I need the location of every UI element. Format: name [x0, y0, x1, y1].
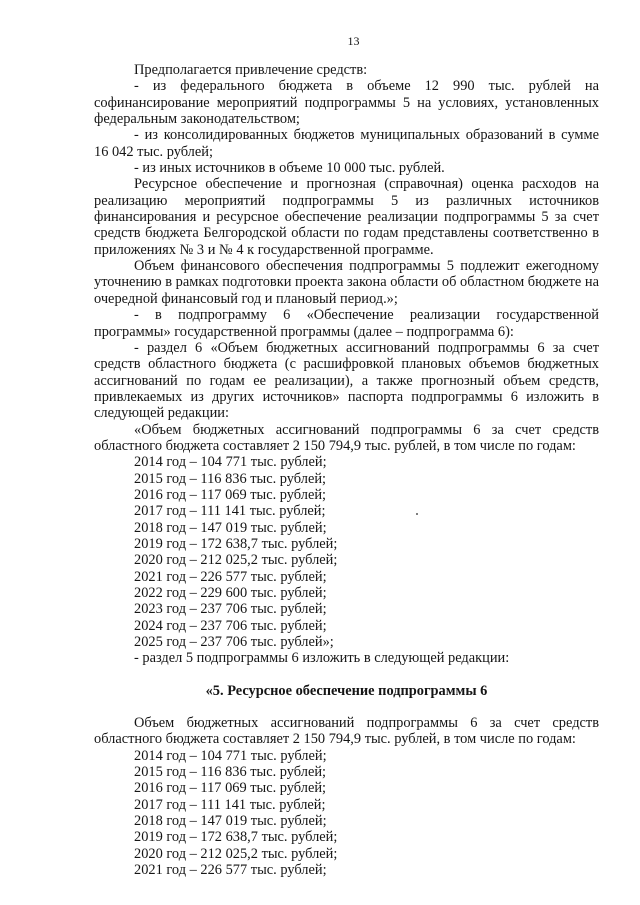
list-item: 2023 год – 237 706 тыс. рублей;	[134, 601, 327, 618]
paragraph-municipal-budgets: - из консолидированных бюджетов муниципальных образований в сумме 16 042 тыс. рублей;	[94, 127, 599, 160]
list-item: 2015 год – 116 836 тыс. рублей;	[134, 470, 327, 487]
list-item: 2015 год – 116 836 тыс. рублей;	[134, 764, 327, 781]
list-item: 2014 год – 104 771 тыс. рублей;	[134, 454, 327, 471]
document-body	[94, 62, 599, 879]
scan-speck	[416, 513, 418, 515]
list-item: 2020 год – 212 025,2 тыс. рублей;	[134, 552, 338, 569]
paragraph-section-5-budget: Объем бюджетных ассигнований подпрограммы 6 за счет средств областного бюджета составляет 2 150 794,9 тыс. рублей, в том числе по годам:	[94, 715, 599, 748]
paragraph-subprogram-6: - в подпрограмму 6 «Обеспечение реализации государственной программы» государственной программы (далее – подпрограмма 6):	[94, 307, 599, 340]
list-item: 2016 год – 117 069 тыс. рублей;	[134, 486, 327, 503]
list-item: 2020 год – 212 025,2 тыс. рублей;	[134, 845, 338, 862]
list-item: 2022 год – 229 600 тыс. рублей;	[134, 585, 327, 601]
paragraph-other-sources: - из иных источников в объеме 10 000 тыс. рублей.	[134, 160, 445, 177]
paragraph-federal-budget: - из федерального бюджета в объеме 12 990 тыс. рублей на софинансирование мероприятий подпрограммы 5 на условиях, установленных федеральным законодательством;	[94, 78, 599, 128]
list-item: 2018 год – 147 019 тыс. рублей;	[134, 813, 327, 830]
paragraph-section-6: - раздел 6 «Объем бюджетных ассигнований подпрограммы 6 за счет средств областного бюджета (с расшифровкой плановых объемов бюджетных ассигнований по годам ее реализации), а также прогнозный объем средств, привлекаемых из других источников» паспорта подпрограммы 6 изложить в следующей редакции:	[94, 339, 599, 422]
year-list-section-5	[94, 748, 599, 879]
list-item: 2018 год – 147 019 тыс. рублей;	[134, 519, 327, 536]
section-heading: «5. Ресурсное обеспечение подпрограммы 6	[205, 682, 488, 699]
list-item: 2021 год – 226 577 тыс. рублей;	[134, 568, 327, 585]
paragraph-resource-provision: Ресурсное обеспечение и прогнозная (справочная) оценка расходов на реализацию мероприятий подпрограммы 5 из различных источников финансирования и ресурсное обеспечение реализации подпрограммы 5 за счет средств бюджета Белгородской области по годам представлены соответственно в приложениях № 3 и № 4 к государственной программе.	[94, 176, 599, 258]
page-number: 13	[347, 34, 360, 48]
list-item: 2019 год – 172 638,7 тыс. рублей;	[134, 535, 338, 552]
paragraph-financing-volume: Объем финансового обеспечения подпрограммы 5 подлежит ежегодному уточнению в рамках подготовки проекта закона области об областном бюджете на очередной финансовый год и плановый период.»;	[94, 258, 599, 307]
list-item: 2019 год – 172 638,7 тыс. рублей;	[134, 829, 338, 846]
list-item: 2017 год – 111 141 тыс. рублей;	[134, 503, 326, 520]
paragraph-intro: Предполагается привлечение средств:	[134, 62, 368, 78]
list-item: 2025 год – 237 706 тыс. рублей»;	[134, 634, 334, 651]
list-item: - раздел 5 подпрограммы 6 изложить в следующей редакции:	[134, 650, 510, 667]
list-item: 2016 год – 117 069 тыс. рублей;	[134, 780, 327, 797]
list-item: 2024 год – 237 706 тыс. рублей;	[134, 617, 327, 634]
list-item: 2014 год – 104 771 тыс. рублей;	[134, 747, 327, 764]
list-item: 2017 год – 111 141 тыс. рублей;	[134, 796, 326, 813]
paragraph-budget-total: «Объем бюджетных ассигнований подпрограммы 6 за счет средств областного бюджета составляет 2 150 794,9 тыс. рублей, в том числе по годам:	[94, 421, 599, 454]
list-item: 2021 год – 226 577 тыс. рублей;	[134, 862, 327, 879]
year-list-passport	[94, 454, 599, 666]
